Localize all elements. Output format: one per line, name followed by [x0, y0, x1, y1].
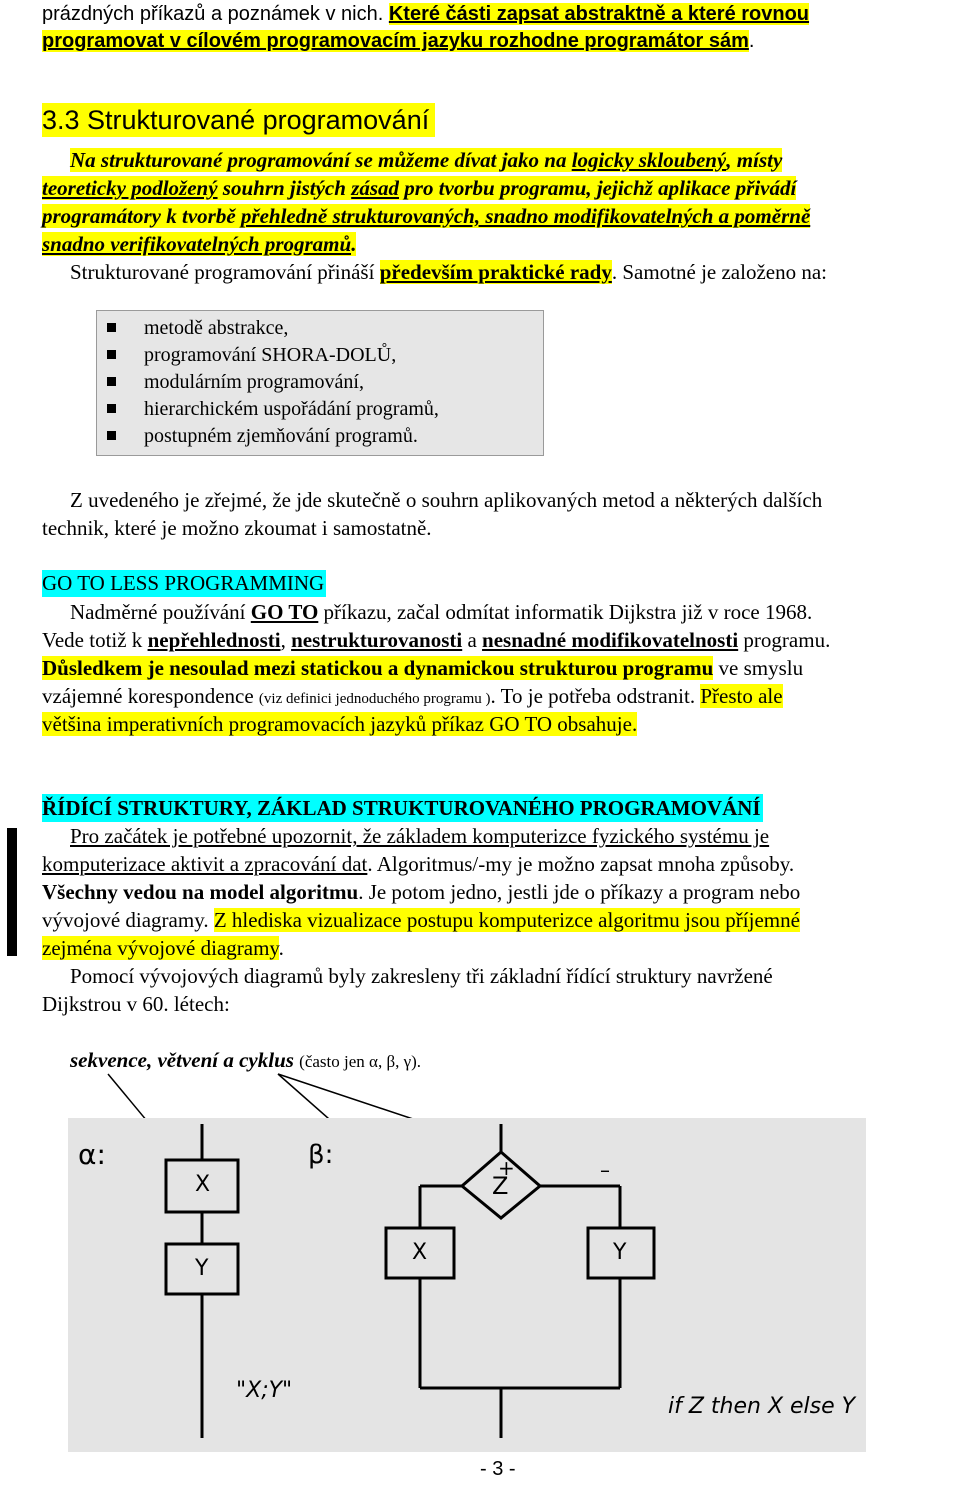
control-text: vývojové diagramy.	[42, 908, 214, 932]
control-text: . Je potom jedno, jestli jde o příkazy a program nebo	[358, 880, 801, 904]
condition-label-z: Z	[492, 1172, 509, 1200]
top-plain: prázdných příkazů a poznámek v nich.	[42, 3, 389, 25]
goto-reference: (viz definici jednoduchého programu )	[258, 691, 491, 707]
control-heading: ŘÍDÍCÍ STRUKTURY, ZÁKLAD STRUKTUROVANÉHO PROGRAMOVÁNÍ	[42, 796, 761, 820]
control-underline: komputerizace aktivit a zpracování dat	[42, 852, 368, 876]
control-line: Dijkstrou v 60. létech:	[42, 992, 230, 1016]
summary-line: Z uvedeného je zřejmé, že jde skutečně o souhrn aplikovaných metod a některých dalších	[70, 488, 823, 512]
intro-text: .	[351, 232, 357, 256]
structures-note: (často jen α, β, γ).	[299, 1052, 422, 1071]
control-text: .	[278, 936, 284, 960]
practical-highlight: především praktické rady	[379, 260, 612, 284]
goto-text: příkazu, začal odmítat informatik Dijkstra již v roce 1968.	[318, 600, 813, 624]
caption-beta: if Z then X else Y	[668, 1394, 856, 1419]
top-highlight-2: programovat v cílovém programovacím jazyku rozhodne programátor sám	[42, 30, 749, 52]
control-highlight: Z hlediska vizualizace postupu komputerizce algoritmu jsou příjemné	[213, 908, 800, 932]
control-bold: Všechny vedou na model algoritmu	[42, 880, 359, 904]
practical-text: Strukturované programování přináší	[70, 260, 380, 284]
goto-text: ve smyslu	[713, 656, 804, 680]
caption-alpha: "X;Y"	[236, 1378, 293, 1403]
section-heading: 3.3 Strukturované programování	[42, 103, 435, 137]
goto-highlight: většina imperativních programovacích jazyků příkaz GO TO obsahuje.	[42, 712, 638, 736]
goto-text: vzájemné korespondence	[42, 684, 259, 708]
intro-underline: přehledně strukturovaných, snadno modifikovatelných a poměrně	[240, 204, 811, 228]
box-label-y: Y	[195, 1256, 209, 1281]
goto-text: Nadměrné používání	[70, 600, 251, 624]
control-line: Pomocí vývojových diagramů byly zakresleny tři základní řídící struktury navržené	[70, 964, 773, 988]
minus-label: –	[600, 1158, 610, 1182]
goto-heading: GO TO LESS PROGRAMMING	[42, 571, 325, 595]
bullet-text: postupném zjemňování programů.	[144, 425, 418, 447]
alpha-label: α:	[78, 1138, 106, 1171]
branch-label-x: X	[412, 1240, 428, 1265]
control-line: Pro začátek je potřebné upozornit, že základem komputerizce fyzického systému je	[70, 824, 770, 848]
intro-text: pro tvorbu programu, jejichž aplikace přivádí	[399, 176, 797, 200]
goto-text: ,	[280, 628, 292, 652]
goto-highlight: Přesto ale	[700, 684, 783, 708]
beta-label: β:	[308, 1140, 334, 1170]
intro-text: souhrn jistých	[217, 176, 352, 200]
bullet-text: metodě abstrakce,	[144, 317, 289, 339]
structures-names: sekvence, větvení a cyklus	[70, 1048, 294, 1072]
practical-text: . Samotné je založeno na:	[611, 260, 828, 284]
top-tail: .	[748, 30, 755, 52]
goto-text: . To je potřeba odstranit.	[490, 684, 701, 708]
control-text: . Algoritmus/-my je možno zapsat mnoha způsoby.	[367, 852, 795, 876]
bullet-text: programování SHORA-DOLŮ,	[144, 344, 397, 366]
branch-label-y: Y	[613, 1240, 627, 1265]
goto-keyword: GO TO	[250, 600, 319, 624]
flowchart-panel	[68, 1118, 866, 1452]
intro-underline: teoreticky podložený	[42, 176, 218, 200]
intro-text: programátory k tvorbě	[42, 204, 241, 228]
plus-label: +	[498, 1156, 515, 1180]
goto-text: Vede totiž k	[42, 628, 148, 652]
top-highlight-1: Které části zapsat abstraktně a které rovnou	[388, 3, 810, 25]
goto-term: nestrukturovanosti	[291, 628, 463, 652]
intro-text: Na strukturované programování se můžeme dívat jako na	[70, 148, 572, 172]
goto-text: a	[462, 628, 483, 652]
goto-text: programu.	[738, 628, 831, 652]
goto-term: nepřehlednosti	[147, 628, 281, 652]
box-label-x: X	[195, 1172, 211, 1197]
control-highlight: zejména vývojové diagramy	[42, 936, 279, 960]
intro-underline: snadno verifikovatelných programů	[42, 232, 352, 256]
page-number: - 3 -	[480, 1458, 516, 1480]
intro-underline: logicky skloubený	[571, 148, 727, 172]
summary-line: technik, které je možno zkoumat i samostatně.	[42, 516, 432, 540]
bullet-text: hierarchickém uspořádání programů,	[144, 398, 439, 420]
goto-term: nesnadné modifikovatelnosti	[482, 628, 739, 652]
intro-text: , místy	[726, 148, 783, 172]
bullet-text: modulárním programování,	[144, 371, 364, 393]
goto-consequence: Důsledkem je nesoulad mezi statickou a dynamickou strukturou programu	[42, 656, 714, 680]
intro-underline: zásad	[351, 176, 400, 200]
